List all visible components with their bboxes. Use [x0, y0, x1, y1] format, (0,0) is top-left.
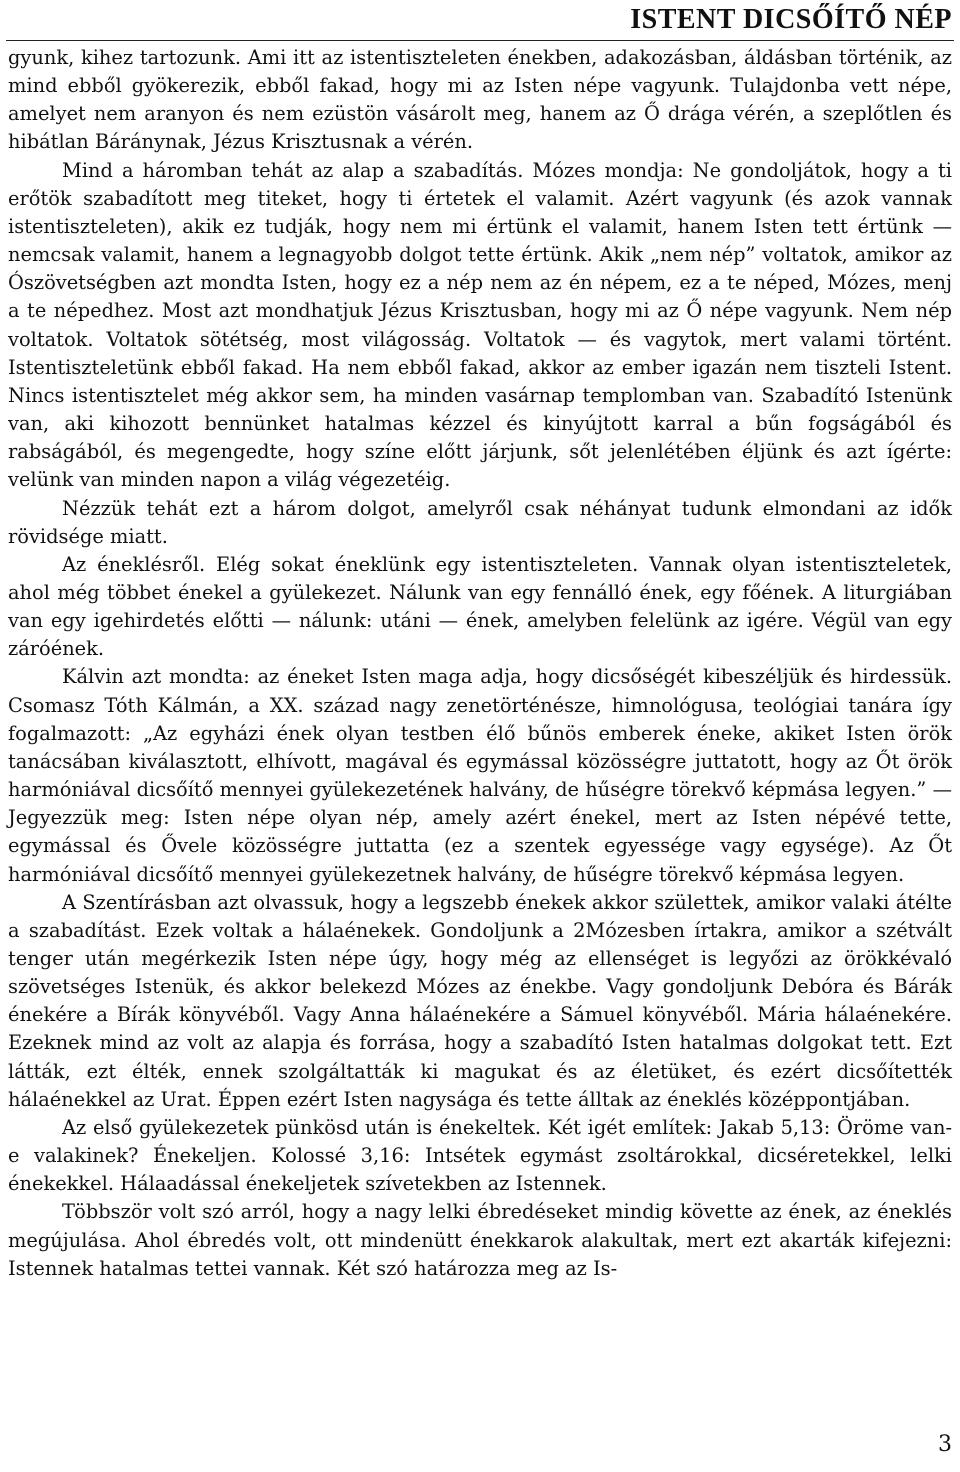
paragraph: Az első gyülekezetek pünkösd után is énekeltek. Két igét említek: Jakab 5,13: Öröme van-e valakinek? Énekeljen. Kolossé 3,16: Intsétek egymást zsoltárokkal, dicséretekkel, lelki énekekkel. Hálaadással énekeljetek szívetekben az Istennek. [8, 1115, 952, 1196]
paragraph: Mind a háromban tehát az alap a szabadítás. Mózes mondja: Ne gondoljátok, hogy a ti erőtök szabadított meg titeket, hogy ti értetek el valamit. Azért vagyunk (és azok vannak istentiszteleten), akik ez tudják, hogy nem mi értünk el valamit, hanem Isten tett értünk — nemcsak valamit, hanem a legnagyobb dolgot tette értünk. Akik „nem nép” voltatok, amikor az Ószövetségben azt mondta Isten, hogy ez a nép nem az én népem, ez a te néped, Mózes, menj a te népedhez. Most azt mondhatjuk Jézus Krisztusban, hogy mi az Ő népe vagyunk. Nem nép voltatok. Voltatok sötétség, most világosság. Voltatok — és vagytok, mert valami történt. Istentiszteletünk ebből fakad. Ha nem ebből fakad, akkor az ember igazán nem tiszteli Istent. Nincs istentisztelet még akkor sem, ha minden vasárnap templomban van. Szabadító Istenünk van, aki kihozott bennünket hatalmas kézzel és kinyújtott karral a bűn fogságából és rabságából, és megengedte, hogy színe előtt járjunk, sőt jelenlétében éljünk és azt ígérte: velünk van minden napon a világ végezetéig. [8, 158, 952, 492]
paragraph: Nézzük tehát ezt a három dolgot, amelyről csak néhányat tudunk elmondani az idők rövidsége miatt. [8, 496, 952, 548]
page-body [8, 44, 952, 1283]
paragraph: Többször volt szó arról, hogy a nagy lelki ébredéseket mindig követte az ének, az éneklés megújulása. Ahol ébredés volt, ott mindenütt énekkarok alakultak, mert ezt akarták kifejezni: Istennek hatalmas tettei vannak. Két szó határozza meg az Is- [8, 1200, 952, 1280]
paragraph: Kálvin azt mondta: az éneket Isten maga adja, hogy dicsőségét kibeszéljük és hirdessük. Csomasz Tóth Kálmán, a XX. század nagy zenetörténésze, himnológusa, teológiai tanára így fogalmazott: „Az egyházi ének olyan testben élő bűnös emberek éneke, akiket Isten örök tanácsában kiválasztott, elhívott, magával és egymással közösségre juttatott, hogy az Őt örök harmóniával dicsőítő mennyei gyülekezetének halvány, de hűségre törekvő képmása legyen.” — Jegyezzük meg: Isten népe olyan nép, amely azért énekel, mert az Isten népévé tette, egymással és Ővele közösségre juttatta (ez a szentek egyessége vagy egysége). Az Őt harmóniával dicsőítő mennyei gyülekezetnek halvány, de hűségre törekvő képmása legyen. [8, 665, 952, 886]
paragraph: Az éneklésről. Elég sokat éneklünk egy istentiszteleten. Vannak olyan istentiszteletek, ahol még többet énekel a gyülekezet. Nálunk van egy fennálló ének, egy főének. A liturgiában van egy igehirdetés előtti — nálunk: utáni — ének, amelyben felelünk az igére. Végül van egy záróének. [8, 552, 952, 661]
header-rule [6, 40, 954, 41]
page-number: 3 [938, 1432, 952, 1457]
paragraph: gyunk, kihez tartozunk. Ami itt az istentiszteleten énekben, adakozásban, áldásban történik, az mind ebből gyökerezik, ebből fakad, hogy mi az Isten népe vagyunk. Tulajdonba vett népe, amelyet nem aranyon és nem ezüstön vásárolt meg, hanem az Ő drága vérén, a szeplőtlen és hibátlan Báránynak, Jézus Krisztusnak a vérén. [8, 46, 952, 154]
paragraph: A Szentírásban azt olvassuk, hogy a legszebb énekek akkor születtek, amikor valaki átélte a szabadítást. Ezek voltak a hálaénekek. Gondoljunk a 2Mózesben írtakra, amikor a szétvált tenger után megérkezik Isten népe úgy, hogy még az ellenséget is legyőzi az örökkévaló szövetséges Istenük, és akkor belekezd Mózes az énekbe. Vagy gondoljunk Debóra és Bárák énekére a Bírák könyvéből. Vagy Anna hálaénekére a Sámuel könyvéből. Mária hálaénekére. Ezeknek mind az volt az alapja és forrása, hogy a szabadító Isten hatalmas dolgokat tett. Ezt látták, ezt élték, ennek szolgáltatták ki magukat és az életüket, és ezért dicsőítették hálaénekkel az Urat. Éppen ezért Isten nagysága és tette álltak az éneklés középpontjában. [8, 890, 952, 1111]
running-header: ISTENT DICSŐÍTŐ NÉP [630, 4, 952, 35]
